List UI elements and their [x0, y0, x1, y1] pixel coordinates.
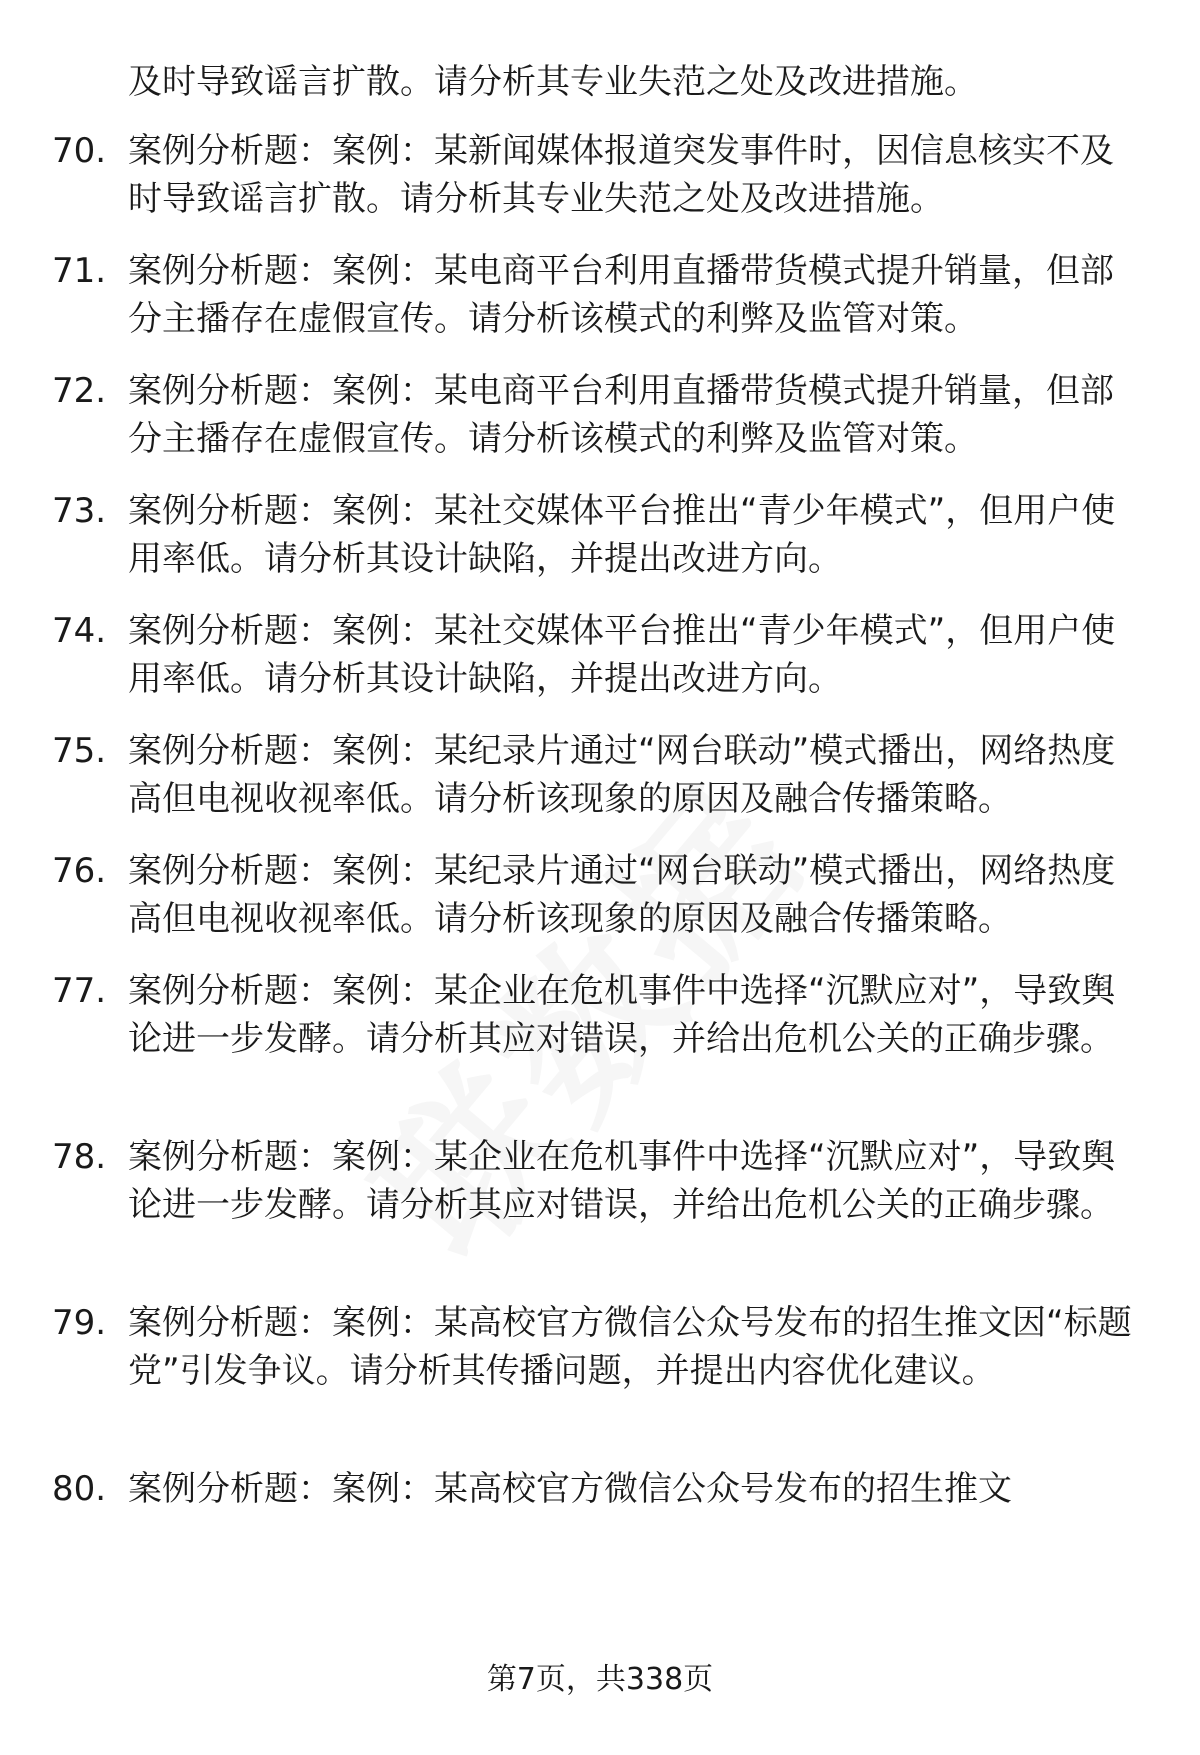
question-number: 79.	[52, 1303, 107, 1343]
question-text: 案例分析题：案例：某社交媒体平台推出“青少年模式”，但用户使用率低。请分析其设计缺陷，并提出改进方向。	[128, 491, 1116, 579]
question-number: 77.	[52, 971, 107, 1011]
question-number: 80.	[52, 1469, 107, 1509]
question-text: 案例分析题：案例：某高校官方微信公众号发布的招生推文	[128, 1469, 1012, 1509]
question-text: 案例分析题：案例：某企业在危机事件中选择“沉默应对”，导致舆论进一步发酵。请分析其应对错误，并给出危机公关的正确步骤。	[128, 971, 1116, 1059]
question-number: 78.	[52, 1137, 107, 1177]
question-text: 案例分析题：案例：某电商平台利用直播带货模式提升销量，但部分主播存在虚假宣传。请分析该模式的利弊及监管对策。	[128, 251, 1114, 339]
question-number: 74.	[52, 611, 107, 651]
question-text: 案例分析题：案例：某企业在危机事件中选择“沉默应对”，导致舆论进一步发酵。请分析其应对错误，并给出危机公关的正确步骤。	[128, 1137, 1116, 1225]
continuation-text: 及时导致谣言扩散。请分析其专业失范之处及改进措施。	[128, 62, 978, 102]
question-text: 案例分析题：案例：某纪录片通过“网台联动”模式播出，网络热度高但电视收视率低。请分析该现象的原因及融合传播策略。	[128, 851, 1116, 939]
question-number: 75.	[52, 731, 107, 771]
question-number: 76.	[52, 851, 107, 891]
page-footer: 第7页，共338页	[486, 1662, 714, 1697]
question-number: 72.	[52, 371, 107, 411]
question-text: 案例分析题：案例：某电商平台利用直播带货模式提升销量，但部分主播存在虚假宣传。请分析该模式的利弊及监管对策。	[128, 371, 1114, 459]
question-text: 案例分析题：案例：某纪录片通过“网台联动”模式播出，网络热度高但电视收视率低。请分析该现象的原因及融合传播策略。	[128, 731, 1116, 819]
question-number: 73.	[52, 491, 107, 531]
question-text: 案例分析题：案例：某高校官方微信公众号发布的招生推文因“标题党”引发争议。请分析其传播问题，并提出内容优化建议。	[128, 1303, 1132, 1391]
question-text: 案例分析题：案例：某新闻媒体报道突发事件时，因信息核实不及时导致谣言扩散。请分析其专业失范之处及改进措施。	[128, 131, 1114, 219]
question-number: 71.	[52, 251, 107, 291]
question-number: 70.	[52, 131, 107, 171]
question-text: 案例分析题：案例：某社交媒体平台推出“青少年模式”，但用户使用率低。请分析其设计缺陷，并提出改进方向。	[128, 611, 1116, 699]
